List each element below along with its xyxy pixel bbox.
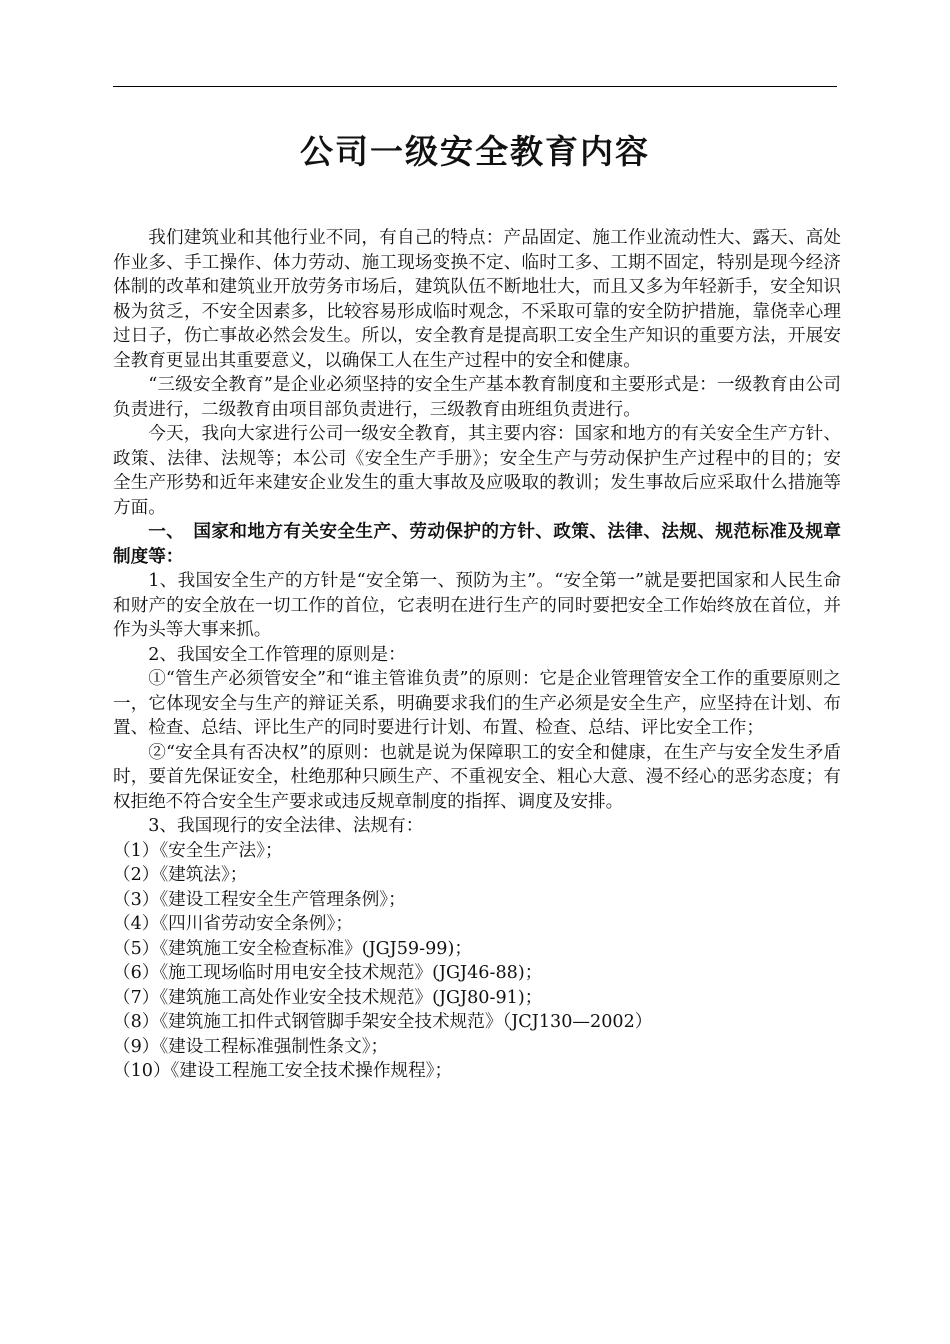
- law-list-item: （2）《建筑法》；: [113, 865, 248, 885]
- paragraph-item-2: 2、我国安全工作管理的原则是：: [148, 644, 406, 665]
- law-list-item: （4）《四川省劳动安全条例》；: [113, 914, 353, 934]
- header-rule: [113, 86, 837, 87]
- paragraph-item-3: 3、我国现行的安全法律、法规有：: [148, 816, 424, 836]
- paragraph-intro: 我们建筑业和其他行业不同，有自己的特点：产品固定、施工作业流动性大、露天、高处作业多、手工操作、体力劳动、施工现场变换不定、临时工多、工期不固定，特别是现今经济体制的改革和建筑业开放劳务市场后，建筑队伍不断地壮大，而且又多为年轻新手，安全知识极为贫乏，不安全因素多，比较容易形成临时观念，不采取可靠的安全防护措施，靠侥幸心理过日子，伤亡事故必然会发生。所以，安全教育是提高职工安全生产知识的重要方法，开展安全教育更显出其重要意义，以确保工人在生产过程中的安全和健康。: [113, 228, 841, 371]
- law-list-item: （10）《建设工程施工安全技术操作规程》；: [113, 1061, 453, 1081]
- section-heading-1: 一、 国家和地方有关安全生产、劳动保护的方针、政策、法律、法规、规范标准及规章制度等：: [113, 522, 841, 567]
- law-list-item: （8）《建筑施工扣件式钢管脚手架安全技术规范》（JCJ130—2002）: [113, 1012, 653, 1032]
- law-list-item: （3）《建设工程安全生产管理条例》；: [113, 889, 406, 910]
- paragraph-today: 今天，我向大家进行公司一级安全教育，其主要内容：国家和地方的有关安全生产方针、政策、法律、法规等；本公司《安全生产手册》；安全生产与劳动保护生产过程中的目的；安全生产形势和近年来建安企业发生的重大事故及应吸取的教训；发生事故后应采取什么措施等方面。: [113, 424, 841, 518]
- law-list-item: （1）《安全生产法》；: [113, 840, 283, 861]
- paragraph-item-2b: ②“安全具有否决权”的原则：也就是说为保障职工的安全和健康，在生产与安全发生矛盾时，要首先保证安全，杜绝那种只顾生产、不重视安全、粗心大意、漫不经心的恶劣态度；有权拒绝不符合安全生产要求或违反规章制度的指挥、调度及安排。: [113, 742, 841, 812]
- law-list-item: （6）《施工现场临时用电安全技术规范》(JGJ46-88)；: [113, 963, 543, 983]
- law-list-item: （9）《建设工程标准强制性条文》；: [113, 1036, 389, 1057]
- law-list-item: （5）《建筑施工安全检查标准》(JGJ59-99)；: [113, 938, 472, 959]
- document-title: 公司一级安全教育内容: [300, 132, 650, 171]
- paragraph-three-level-education: “三级安全教育”是企业必须坚持的安全生产基本教育制度和主要形式是：一级教育由公司负责进行，二级教育由项目部负责进行，三级教育由班组负责进行。: [113, 375, 841, 420]
- paragraph-item-1: 1、我国安全生产的方针是“安全第一、预防为主”。“安全第一”就是要把国家和人民生命和财产的安全放在一切工作的首位，它表明在进行生产的同时要把安全工作始终放在首位，并作为头等大事来抓。: [113, 571, 841, 640]
- law-list-item: （7）《建筑施工高处作业安全技术规范》(JGJ80-91)；: [113, 987, 543, 1008]
- paragraph-item-2a: ①“管生产必须管安全”和“谁主管谁负责”的原则：它是企业管理管安全工作的重要原则之一，它体现安全与生产的辩证关系，明确要求我们的生产必须是安全生产，应坚持在计划、布置、检查、总结、评比生产的同时要进行计划、布置、检查、总结、评比安全工作；: [113, 669, 841, 738]
- law-list: [113, 839, 841, 1084]
- document-body: [113, 226, 841, 1084]
